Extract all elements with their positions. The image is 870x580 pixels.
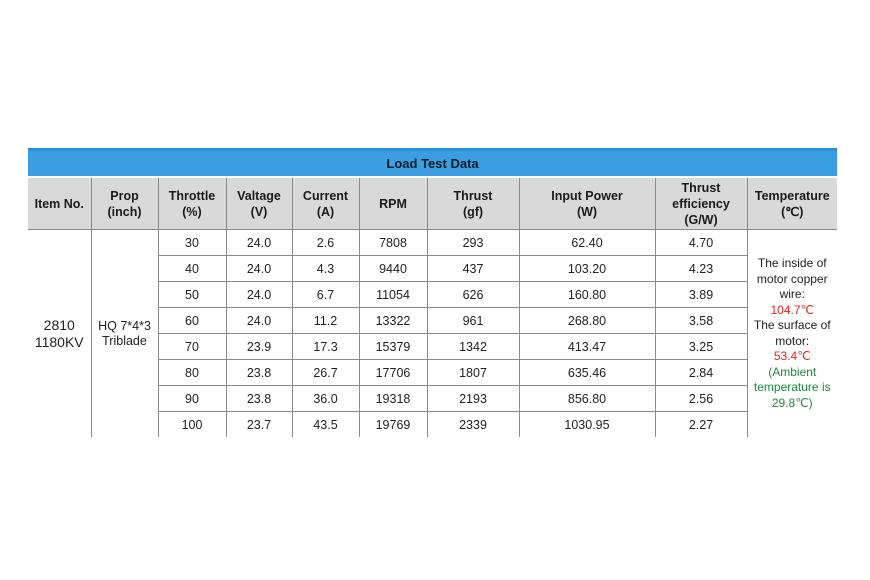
cell-thrust: 437 [427,256,519,282]
cell-thrust-efficiency: 2.27 [655,412,747,438]
temperature-note-ambient-2: temperature is [753,380,831,394]
cell-input-power: 103.20 [519,256,655,282]
header-throttle-line: (%) [182,204,202,219]
cell-throttle: 30 [158,230,226,256]
header-thrust-efficiency [655,177,747,230]
header-thrust-efficiency-line: efficiency [672,196,730,211]
cell-voltage: 24.0 [226,282,292,308]
temperature-note-surface-label-2: motor: [775,333,810,348]
header-rpm-line: RPM [379,196,407,211]
cell-throttle: 60 [158,308,226,334]
temperature-note-wire-value: 104.7℃ [770,302,815,317]
header-input-power-line: Input Power [551,188,623,203]
header-prop-line: Prop [110,188,139,203]
prop-line: HQ 7*4*3 [98,318,151,333]
header-valtage-line: (V) [250,204,268,219]
cell-current: 11.2 [292,308,359,334]
cell-rpm: 11054 [359,282,427,308]
cell-voltage: 24.0 [226,308,292,334]
cell-thrust: 2193 [427,386,519,412]
cell-input-power: 160.80 [519,282,655,308]
cell-thrust: 2339 [427,412,519,438]
cell-rpm: 17706 [359,360,427,386]
cell-input-power: 635.46 [519,360,655,386]
temperature-note-surface-value: 53.4℃ [773,349,811,363]
cell-input-power: 268.80 [519,308,655,334]
header-thrust-efficiency-line: (G/W) [684,212,718,227]
cell-voltage: 23.7 [226,412,292,438]
cell-current: 17.3 [292,334,359,360]
header-temperature-line: (℃) [781,204,804,219]
cell-voltage: 23.9 [226,334,292,360]
item-no-line: 1180KV [34,333,84,350]
cell-input-power: 1030.95 [519,412,655,438]
temperature-note-surface-label-1: The surface of [753,318,831,332]
header-item-no [28,177,91,230]
cell-thrust: 1807 [427,360,519,386]
header-input-power-line: (W) [576,204,598,219]
cell-thrust-efficiency: 4.23 [655,256,747,282]
cell-throttle: 80 [158,360,226,386]
cell-rpm: 7808 [359,230,427,256]
cell-throttle: 40 [158,256,226,282]
prop-line: Triblade [102,333,147,348]
cell-rpm: 15379 [359,334,427,360]
cell-voltage: 24.0 [226,230,292,256]
temperature-note-ambient-1: (Ambient [768,364,817,379]
cell-thrust-efficiency: 3.58 [655,308,747,334]
header-thrust-efficiency-line: Thrust [681,180,721,195]
cell-rpm: 9440 [359,256,427,282]
temperature-note-wire-label-3: wire: [779,287,805,301]
header-prop-line: (inch) [107,204,142,219]
header-current-line: (A) [316,204,335,219]
cell-input-power: 413.47 [519,334,655,360]
header-thrust-line: (gf) [462,204,484,219]
header-rpm [359,177,427,230]
header-temperature-line: Temperature [754,188,830,203]
header-thrust-line: Thrust [453,188,493,203]
cell-voltage: 23.8 [226,360,292,386]
cell-thrust-efficiency: 2.56 [655,386,747,412]
cell-thrust: 293 [427,230,519,256]
cell-throttle: 70 [158,334,226,360]
temperature-note-wire-label-1: The inside of [757,256,827,270]
cell-thrust: 626 [427,282,519,308]
header-input-power [519,177,655,230]
header-item-no-line: Item No. [34,196,84,211]
cell-input-power: 856.80 [519,386,655,412]
cell-throttle: 50 [158,282,226,308]
header-temperature [747,177,837,230]
cell-thrust-efficiency: 3.89 [655,282,747,308]
cell-voltage: 24.0 [226,256,292,282]
cell-current: 2.6 [292,230,359,256]
cell-thrust: 1342 [427,334,519,360]
header-thrust [427,177,519,230]
cell-input-power: 62.40 [519,230,655,256]
temperature-note-cell [747,230,837,438]
cell-thrust-efficiency: 2.84 [655,360,747,386]
cell-current: 43.5 [292,412,359,438]
item-no-cell [28,230,91,438]
table-row [28,230,837,256]
cell-thrust: 961 [427,308,519,334]
cell-current: 4.3 [292,256,359,282]
header-valtage-line: Valtage [237,188,281,203]
cell-rpm: 19318 [359,386,427,412]
header-current-line: Current [302,188,349,203]
cell-throttle: 90 [158,386,226,412]
cell-thrust-efficiency: 4.70 [655,230,747,256]
title-row [28,150,837,178]
cell-current: 36.0 [292,386,359,412]
cell-rpm: 19769 [359,412,427,438]
header-throttle-line: Throttle [168,188,216,203]
header-prop [91,177,158,230]
header-current [292,177,359,230]
cell-current: 26.7 [292,360,359,386]
cell-rpm: 13322 [359,308,427,334]
item-no-line: 2810 [43,316,75,333]
cell-throttle: 100 [158,412,226,438]
cell-thrust-efficiency: 3.25 [655,334,747,360]
load-test-table [28,148,837,437]
temperature-note-ambient-3: 29.8℃) [771,395,813,410]
cell-current: 6.7 [292,282,359,308]
header-throttle [158,177,226,230]
prop-cell [91,230,158,438]
temperature-note-wire-label-2: motor copper [756,271,828,286]
table-title: Load Test Data [28,150,837,178]
header-row [28,177,837,230]
header-valtage [226,177,292,230]
cell-voltage: 23.8 [226,386,292,412]
